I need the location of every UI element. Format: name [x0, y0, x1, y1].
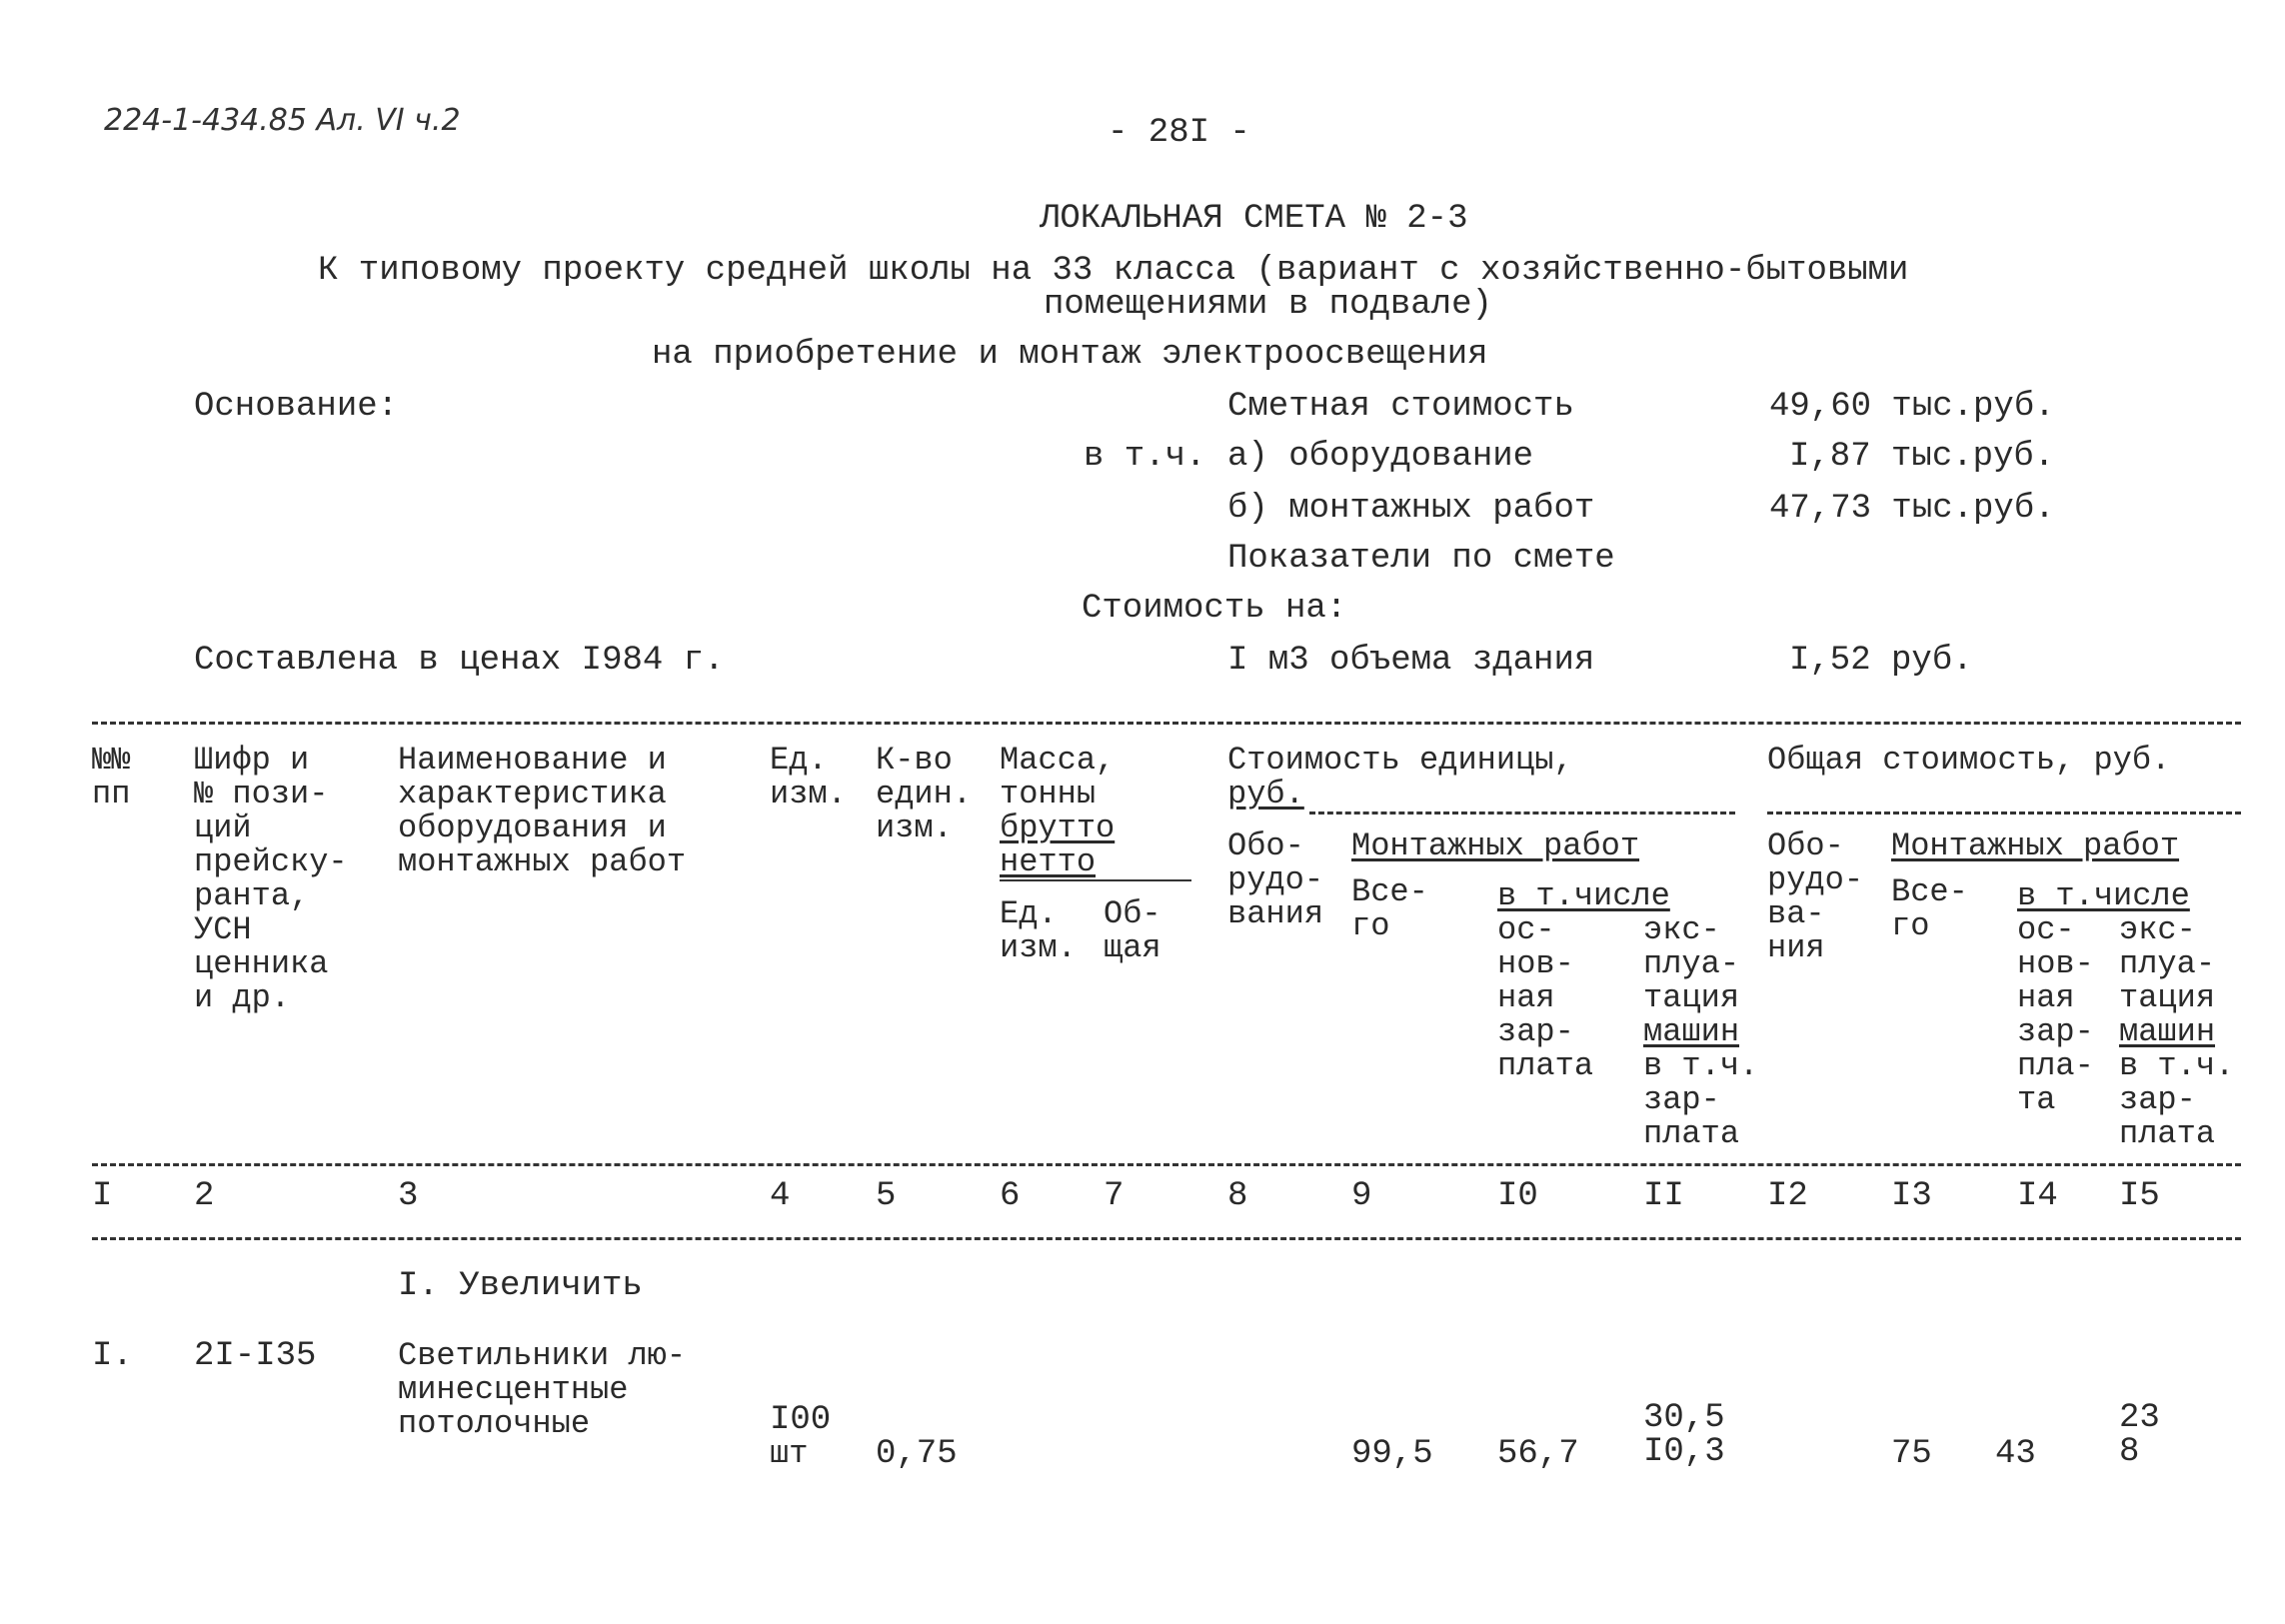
mass-divider [1000, 879, 1191, 881]
column-number: 7 [1104, 1177, 1125, 1215]
header-unit-machines-salary: в т.ч. зар- плата [1643, 1047, 1759, 1152]
installation-value: 47,73 тыс.руб. [1769, 490, 2055, 528]
section-title: I. Увеличить [398, 1267, 643, 1305]
header-unit-salary: ос- нов- ная зар- плата [1497, 911, 1594, 1084]
column-numbers-bottom-border [92, 1237, 2241, 1240]
column-numbers-top-border [92, 1163, 2241, 1166]
row-unit-top: I00 [770, 1401, 832, 1439]
row-unit-bottom: шт [770, 1435, 809, 1472]
header-mass-title: Масса, тонны [1000, 742, 1116, 812]
row-total-salary: 43 [1995, 1435, 2036, 1473]
header-total-install: Монтажных работ [1891, 827, 2180, 864]
per-m3-value: I,52 руб. [1789, 642, 1973, 680]
including-prefix: в т.ч. [1084, 438, 1206, 476]
header-total-machines: экс- плуа- тация [2119, 911, 2216, 1016]
total-cost-label: Сметная стоимость [1227, 388, 1574, 426]
column-number: 2 [194, 1177, 215, 1215]
page-number: - 28I - [1108, 114, 1250, 152]
installation-label: б) монтажных работ [1227, 490, 1595, 528]
row-unit-total: 99,5 [1351, 1435, 1433, 1473]
row-total-machines: 23 [2119, 1399, 2160, 1437]
header-mass-netto: нетто [1000, 843, 1097, 880]
column-number: 4 [770, 1177, 791, 1215]
column-number: 5 [876, 1177, 897, 1215]
row-name: Светильники лю- минесцентные потолочные [398, 1337, 687, 1442]
equipment-value: I,87 тыс.руб. [1789, 438, 2055, 476]
subtitle-line-2: помещениями в подвале) [1044, 286, 1492, 324]
subtitle-line-1: К типовому проекту средней школы на 33 класса (вариант с хозяйственно-бытовыми [318, 252, 1909, 290]
header-total-cost: Общая стоимость, руб. [1767, 742, 2171, 779]
column-number: I [92, 1177, 113, 1215]
cost-on-label: Стоимость на: [1082, 590, 1347, 628]
equipment-label: а) оборудование [1227, 438, 1534, 476]
column-number: I2 [1767, 1177, 1808, 1215]
prices-year-label: Составлена в ценах I984 г. [194, 642, 725, 680]
header-total-including: в т.числе [2017, 877, 2190, 914]
column-number: I4 [2017, 1177, 2058, 1215]
header-mass-brutto: брутто [1000, 810, 1116, 846]
header-total-all: Все- го [1891, 873, 1968, 944]
column-number: 8 [1227, 1177, 1248, 1215]
header-total-salary: ос- нов- ная зар- пла- та [2017, 911, 2094, 1118]
header-price-code: Шифр и № пози- ций прейску- ранта, УСН ценника и др. [194, 742, 348, 1016]
column-number: 9 [1351, 1177, 1372, 1215]
header-quantity: К-во един. изм. [876, 742, 973, 846]
row-total-machines-salary: 8 [2119, 1433, 2140, 1471]
unit-cost-divider [1309, 812, 1735, 814]
estimate-purpose: на приобретение и монтаж электроосвещения [652, 336, 1488, 374]
total-cost-divider [1767, 812, 2241, 814]
document-reference: 224-1-434.85 Ал. VI ч.2 [104, 103, 461, 138]
row-quantity: 0,75 [876, 1435, 958, 1473]
indicators-label: Показатели по смете [1227, 540, 1615, 578]
header-unit: Ед. изм. [770, 742, 847, 812]
header-unit-equipment: Обо- рудо- вания [1227, 827, 1324, 932]
header-mass-total: Об- щая [1104, 895, 1161, 966]
column-number: 3 [398, 1177, 419, 1215]
column-number: 6 [1000, 1177, 1021, 1215]
per-m3-label: I м3 объема здания [1227, 642, 1595, 680]
header-unit-machines-word: машин [1643, 1013, 1740, 1050]
column-number: I0 [1497, 1177, 1538, 1215]
row-number: I. [92, 1337, 133, 1375]
table-top-border [92, 722, 2241, 725]
row-total-all: 75 [1891, 1435, 1932, 1473]
header-unit-cost-rub: руб. [1227, 776, 1304, 812]
row-unit-machines: 30,5 [1643, 1399, 1725, 1437]
total-cost-value: 49,60 тыс.руб. [1769, 388, 2055, 426]
header-total-equipment: Обо- рудо- ва- ния [1767, 827, 1864, 966]
column-number: II [1643, 1177, 1684, 1215]
row-price-code: 2I-I35 [194, 1337, 317, 1375]
column-number: I3 [1891, 1177, 1932, 1215]
header-row-number: №№ пп [92, 742, 131, 812]
column-number: I5 [2119, 1177, 2160, 1215]
header-unit-including: в т.числе [1497, 877, 1670, 914]
header-unit-cost: Стоимость единицы, [1227, 742, 1573, 779]
header-unit-machines: экс- плуа- тация [1643, 911, 1740, 1016]
header-total-machines-salary: в т.ч. зар- плата [2119, 1047, 2235, 1152]
row-unit-salary: 56,7 [1497, 1435, 1579, 1473]
basis-label: Основание: [194, 388, 399, 426]
header-unit-total: Все- го [1351, 873, 1428, 944]
estimate-title: ЛОКАЛЬНАЯ СМЕТА № 2-3 [1040, 200, 1468, 238]
header-unit-install: Монтажных работ [1351, 827, 1640, 864]
header-total-machines-word: машин [2119, 1013, 2216, 1050]
row-unit-machines-salary: I0,3 [1643, 1433, 1725, 1471]
header-name: Наименование и характеристика оборудования и монтажных работ [398, 742, 687, 880]
header-mass-unit: Ед. изм. [1000, 895, 1077, 966]
